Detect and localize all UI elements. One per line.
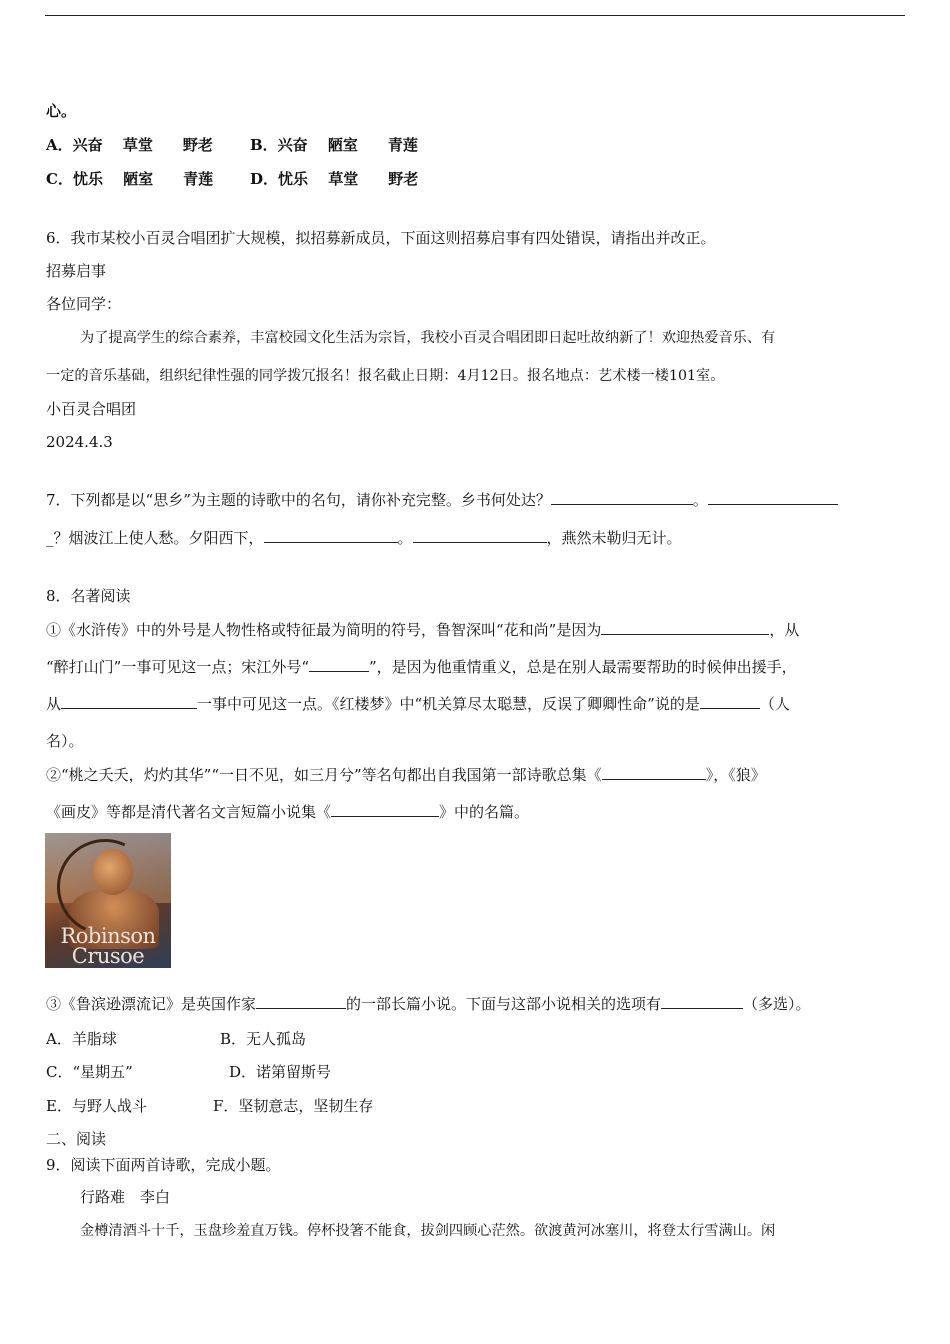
- answer-blank[interactable]: [264, 528, 398, 543]
- q8-text: ”，是因为他重情重义，总是在别人最需要帮助的时候伸出援手，: [369, 658, 797, 676]
- q8-text: （多选）。: [743, 995, 811, 1013]
- q8-options-row3: [46, 1096, 373, 1116]
- notice-title: 招募启事: [46, 262, 107, 280]
- q8-text: 》，《狼》: [705, 766, 766, 784]
- q8-options-row1: [46, 1029, 306, 1049]
- answer-blank[interactable]: [601, 620, 769, 635]
- q8-text: 从: [46, 695, 62, 713]
- answer-blank[interactable]: [602, 765, 706, 780]
- answer-blank[interactable]: [256, 994, 346, 1009]
- poem-title: 行路难 李白: [80, 1188, 171, 1206]
- q5-options-row1: [46, 135, 418, 155]
- q7-text-a: _？烟波江上使人愁。夕阳西下，: [46, 529, 264, 547]
- q7-line2: [46, 528, 682, 548]
- header-rule: [45, 15, 905, 16]
- q8-para5: [46, 765, 766, 785]
- q8-text: 》中的名篇。: [439, 803, 530, 821]
- notice-signature: 小百灵合唱团: [46, 400, 137, 418]
- q8-option-f: F．坚韧意志，坚韧生存: [213, 1097, 374, 1115]
- q8-para6: [46, 802, 529, 822]
- poem-line1: 金樽清酒斗十千，玉盘珍羞直万钱。停杯投箸不能食，拔剑四顾心茫然。欲渡黄河冰塞川，将登太行雪满山。闲: [80, 1223, 776, 1239]
- answer-blank[interactable]: [708, 490, 838, 505]
- q8-text: 的一部长篇小说。下面与这部小说相关的选项有: [346, 995, 662, 1013]
- answer-blank[interactable]: [700, 694, 760, 709]
- q8-para7: [46, 994, 811, 1014]
- q8-option-e: E．与野人战斗: [46, 1097, 147, 1115]
- q5-option-d: D．忧乐 草堂 野老: [250, 170, 419, 188]
- section-heading: 二、阅读: [46, 1130, 107, 1148]
- q8-text: ，从: [769, 621, 800, 639]
- q8-option-d: D．诺第留斯号: [229, 1063, 332, 1081]
- q7-question: 7．下列都是以“思乡”为主题的诗歌中的名句，请你补充完整。乡书何处达？: [46, 491, 551, 509]
- q5-tail: 心。: [46, 102, 77, 120]
- q5-option-a: A．兴奋 草堂 野老: [46, 136, 213, 154]
- answer-blank[interactable]: [61, 694, 197, 709]
- q7-text-c: ，燕然未勒归无计。: [546, 529, 682, 547]
- cover-title-line2: Crusoe: [71, 944, 145, 968]
- q8-title: 8．名著阅读: [46, 587, 131, 605]
- q8-text: 一事中可见这一点。《红楼梦》中“机关算尽太聪慧，反误了卿卿性命”说的是: [197, 695, 700, 713]
- cover-title-line1: Robinson: [60, 924, 156, 948]
- notice-greeting: 各位同学：: [46, 295, 122, 313]
- q8-option-c: C．“星期五”: [46, 1063, 133, 1081]
- q5-option-b: B．兴奋 陋室 青莲: [250, 136, 418, 154]
- notice-body-line2: 一定的音乐基础，组织纪律性强的同学拨冗报名！报名截止日期：4月12日。报名地点：艺术楼一楼101室。: [46, 368, 725, 384]
- q8-para3: [46, 694, 790, 714]
- q5-options-row2: [46, 169, 418, 189]
- q8-para2: [46, 657, 797, 677]
- answer-blank[interactable]: [331, 802, 439, 817]
- q8-para1: [46, 620, 799, 640]
- q8-para4: 名）。: [46, 732, 84, 750]
- notice-body-line1: 为了提高学生的综合素养，丰富校园文化生活为宗旨，我校小百灵合唱团即日起吐故纳新了！欢迎热爱音乐、有: [80, 330, 776, 346]
- q9-question: 9．阅读下面两首诗歌，完成小题。: [46, 1156, 281, 1174]
- answer-blank[interactable]: [661, 994, 743, 1009]
- q8-text: ②“桃之夭夭，灼灼其华”“一日不见，如三月兮”等名句都出自我国第一部诗歌总集《: [46, 766, 602, 784]
- q8-options-row2: [46, 1062, 331, 1082]
- q7-line1: [46, 490, 838, 510]
- q8-option-b: B．无人孤岛: [220, 1030, 307, 1048]
- notice-date: 2024.4.3: [46, 433, 113, 451]
- q5-option-c: C．忧乐 陋室 青莲: [46, 170, 214, 188]
- q7-text-b: 。: [397, 529, 413, 547]
- q7-separator: 。: [692, 491, 708, 509]
- q8-text: “醉打山门”一事可见这一点；宋江外号“: [46, 658, 310, 676]
- q8-text: ①《水浒传》中的外号是人物性格或特征最为简明的符号，鲁智深叫“花和尚”是因为: [46, 621, 602, 639]
- q8-text: ③《鲁滨逊漂流记》是英国作家: [46, 995, 257, 1013]
- q8-text: （人: [759, 695, 790, 713]
- q8-option-a: A．羊脂球: [46, 1030, 117, 1048]
- q8-text: 《画皮》等都是清代著名文言短篇小说集《: [46, 803, 332, 821]
- answer-blank[interactable]: [309, 657, 369, 672]
- q6-question: 6．我市某校小百灵合唱团扩大规模，拟招募新成员，下面这则招募启事有四处错误，请指出并改正。: [46, 229, 716, 247]
- robinson-crusoe-cover-image: [45, 833, 171, 968]
- answer-blank[interactable]: [413, 528, 547, 543]
- answer-blank[interactable]: [551, 490, 693, 505]
